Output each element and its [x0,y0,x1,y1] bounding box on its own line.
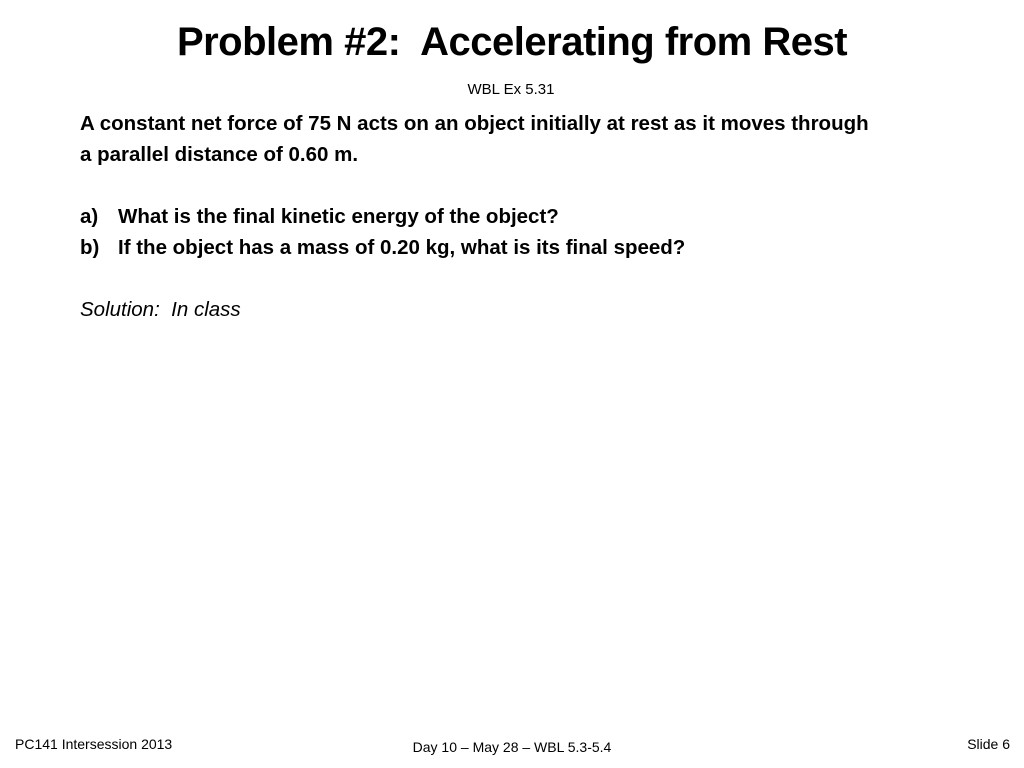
slide-body [80,108,960,325]
question-text: What is the final kinetic energy of the object? [118,205,559,228]
question-marker: b) [80,236,100,259]
spacer [80,263,960,294]
problem-statement-line-1: A constant net force of 75 N acts on an object initially at rest as it moves through [80,112,869,135]
problem-statement [80,108,960,170]
question-marker: a) [80,205,99,228]
footer-slide-number: Slide 6 [967,736,1010,752]
solution-note: Solution: In class [80,298,241,321]
question-text: If the object has a mass of 0.20 kg, what is its final speed? [118,236,686,259]
question-b [80,232,960,263]
slide-subtitle: WBL Ex 5.31 [467,81,555,98]
problem-statement-line-2: a parallel distance of 0.60 m. [80,143,359,166]
footer-date: Day 10 – May 28 – WBL 5.3-5.4 [412,739,612,755]
question-a [80,201,960,232]
spacer [80,170,960,201]
footer-course: PC141 Intersession 2013 [15,736,173,752]
slide-title: Problem #2: Accelerating from Rest [176,20,848,64]
